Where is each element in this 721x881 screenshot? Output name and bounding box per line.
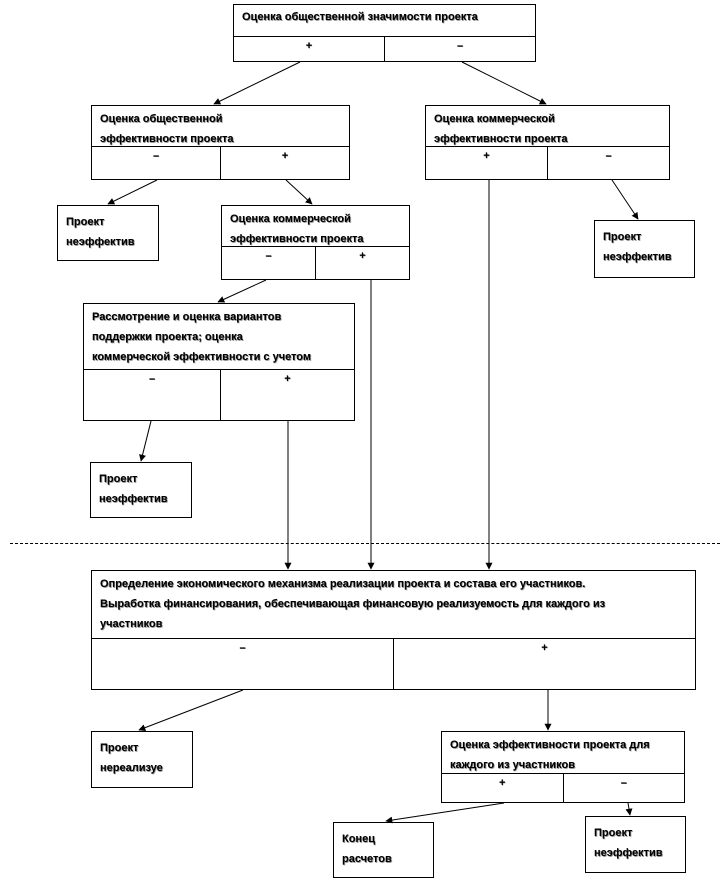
title-line: коммерческой эффективности с учетом <box>92 351 312 363</box>
terminal-line: Проект <box>66 216 105 228</box>
arrow-social-yes <box>286 180 312 204</box>
terminal-line: Проект <box>99 473 138 485</box>
arrow-participants-yes <box>386 803 504 821</box>
title-line: Оценка эффективности проекта для <box>450 739 650 751</box>
answer-no: – <box>384 37 535 61</box>
terminal-line: Проект <box>603 231 642 243</box>
arrow-social-no <box>108 180 157 204</box>
answer-yes: + <box>393 639 695 689</box>
arrow-commercial-right-no <box>612 180 638 219</box>
answer-no: – <box>239 642 246 654</box>
title-line: эффективности проекта <box>230 233 364 245</box>
answer-yes: + <box>220 370 354 420</box>
terminal-line: расчетов <box>342 853 392 865</box>
terminal-line: нереализуе <box>100 762 163 774</box>
answer-yes: + <box>499 777 506 789</box>
title-line: Рассмотрение и оценка вариантов <box>92 311 282 323</box>
answer-no: – <box>148 373 156 385</box>
arrow-support-no <box>141 421 151 461</box>
answer-no: – <box>563 774 685 802</box>
terminal-line: Проект <box>100 742 139 754</box>
answer-yes: + <box>483 150 490 162</box>
terminal-line: неэффектив <box>594 847 663 859</box>
title-line: участников <box>100 618 163 630</box>
title-line: Оценка коммерческой <box>230 213 351 225</box>
answer-no: – <box>265 250 272 262</box>
terminal-line: Конец <box>342 833 375 845</box>
answer-no: – <box>152 150 160 162</box>
terminal-line: неэффектив <box>99 493 168 505</box>
title-line: поддержки проекта; оценка <box>92 331 243 343</box>
answer-no: – <box>547 147 669 179</box>
answer-yes: + <box>305 40 313 52</box>
arrow-top-yes <box>214 62 300 104</box>
title-line: Оценка общественной <box>100 113 223 125</box>
decision-title: Оценка общественной значимости проекта <box>242 11 478 23</box>
title-line: Определение экономического механизма реализации проекта и состава его участников. <box>100 578 586 590</box>
title-line: Выработка финансирования, обеспечивающая финансовую реализуемость для каждого из <box>100 598 606 610</box>
answer-yes: + <box>315 247 409 279</box>
terminal-line: Проект <box>594 827 633 839</box>
arrow-mechanism-no <box>139 690 243 730</box>
title-line: каждого из участников <box>450 759 575 771</box>
answer-yes: + <box>220 147 349 179</box>
terminal-line: неэффектив <box>66 236 135 248</box>
arrow-commercial-mid-no <box>218 280 266 302</box>
title-line: эффективности проекта <box>100 133 234 145</box>
title-line: эффективности проекта <box>434 133 568 145</box>
title-line: Оценка коммерческой <box>434 113 555 125</box>
terminal-line: неэффектив <box>603 251 672 263</box>
arrow-participants-no <box>628 803 630 815</box>
arrow-top-no <box>462 62 546 104</box>
